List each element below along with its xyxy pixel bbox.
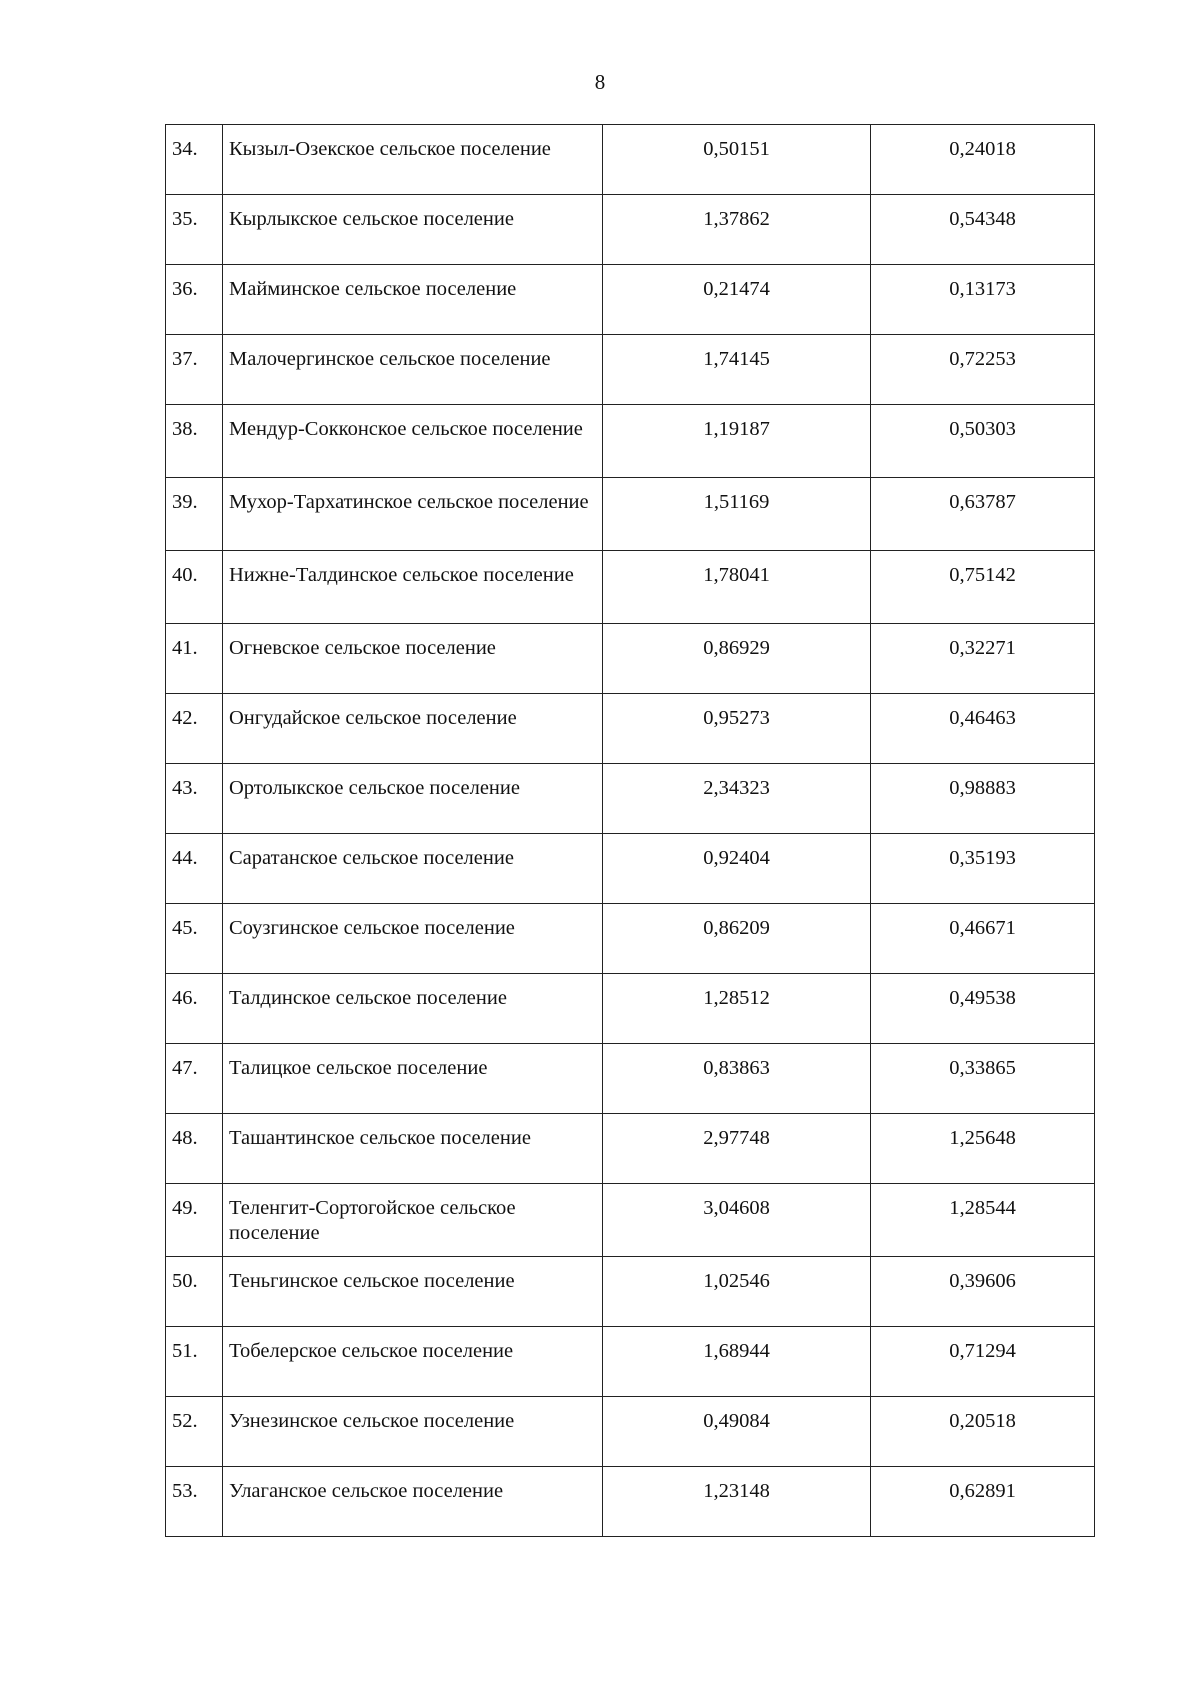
value-2: 0,49538 xyxy=(871,974,1095,1044)
table-row xyxy=(166,478,1095,551)
value-1: 1,19187 xyxy=(603,405,871,478)
table-row xyxy=(166,195,1095,265)
value-2: 0,75142 xyxy=(871,551,1095,624)
value-1: 0,86929 xyxy=(603,624,871,694)
row-number: 34. xyxy=(166,125,223,195)
value-1: 1,37862 xyxy=(603,195,871,265)
table-row xyxy=(166,764,1095,834)
value-2: 0,98883 xyxy=(871,764,1095,834)
value-1: 0,49084 xyxy=(603,1397,871,1467)
table-row xyxy=(166,904,1095,974)
value-1: 0,95273 xyxy=(603,694,871,764)
value-2: 0,33865 xyxy=(871,1044,1095,1114)
row-number: 41. xyxy=(166,624,223,694)
value-2: 1,25648 xyxy=(871,1114,1095,1184)
value-1: 1,78041 xyxy=(603,551,871,624)
settlement-name: Кызыл-Озекское сельское поселение xyxy=(223,125,603,195)
value-2: 0,62891 xyxy=(871,1467,1095,1537)
table-row xyxy=(166,405,1095,478)
settlement-name: Нижне-Талдинское сельское поселение xyxy=(223,551,603,624)
row-number: 52. xyxy=(166,1397,223,1467)
settlements-table xyxy=(165,124,1095,1537)
table-row xyxy=(166,1044,1095,1114)
value-2: 0,13173 xyxy=(871,265,1095,335)
table-row xyxy=(166,834,1095,904)
value-2: 0,63787 xyxy=(871,478,1095,551)
row-number: 50. xyxy=(166,1257,223,1327)
table-row xyxy=(166,1327,1095,1397)
row-number: 39. xyxy=(166,478,223,551)
value-2: 0,71294 xyxy=(871,1327,1095,1397)
value-2: 0,24018 xyxy=(871,125,1095,195)
table-row xyxy=(166,1467,1095,1537)
row-number: 48. xyxy=(166,1114,223,1184)
value-1: 2,97748 xyxy=(603,1114,871,1184)
value-1: 0,92404 xyxy=(603,834,871,904)
page-number: 8 xyxy=(594,70,606,94)
settlement-name: Кырлыкское сельское поселение xyxy=(223,195,603,265)
value-1: 0,21474 xyxy=(603,265,871,335)
settlement-name: Соузгинское сельское поселение xyxy=(223,904,603,974)
value-1: 1,74145 xyxy=(603,335,871,405)
table-row xyxy=(166,551,1095,624)
value-1: 3,04608 xyxy=(603,1184,871,1257)
row-number: 47. xyxy=(166,1044,223,1114)
row-number: 43. xyxy=(166,764,223,834)
settlement-name: Мендур-Сокконское сельское поселение xyxy=(223,405,603,478)
row-number: 37. xyxy=(166,335,223,405)
row-number: 44. xyxy=(166,834,223,904)
table-row xyxy=(166,1184,1095,1257)
settlement-name: Ортолыкское сельское поселение xyxy=(223,764,603,834)
value-1: 0,83863 xyxy=(603,1044,871,1114)
row-number: 49. xyxy=(166,1184,223,1257)
settlement-name: Улаганское сельское поселение xyxy=(223,1467,603,1537)
settlement-name: Онгудайское сельское поселение xyxy=(223,694,603,764)
value-2: 0,32271 xyxy=(871,624,1095,694)
value-2: 0,54348 xyxy=(871,195,1095,265)
table-row xyxy=(166,1257,1095,1327)
table-row xyxy=(166,265,1095,335)
row-number: 36. xyxy=(166,265,223,335)
settlement-name: Талицкое сельское поселение xyxy=(223,1044,603,1114)
table-row xyxy=(166,335,1095,405)
value-1: 1,51169 xyxy=(603,478,871,551)
value-1: 1,23148 xyxy=(603,1467,871,1537)
row-number: 46. xyxy=(166,974,223,1044)
value-2: 0,20518 xyxy=(871,1397,1095,1467)
settlement-name: Саратанское сельское поселение xyxy=(223,834,603,904)
value-2: 1,28544 xyxy=(871,1184,1095,1257)
row-number: 53. xyxy=(166,1467,223,1537)
value-1: 1,02546 xyxy=(603,1257,871,1327)
value-2: 0,35193 xyxy=(871,834,1095,904)
value-1: 0,86209 xyxy=(603,904,871,974)
value-2: 0,46463 xyxy=(871,694,1095,764)
settlement-name: Теленгит-Сортогойское сельское поселение xyxy=(223,1184,603,1257)
row-number: 35. xyxy=(166,195,223,265)
table-row xyxy=(166,1114,1095,1184)
value-2: 0,50303 xyxy=(871,405,1095,478)
table-row xyxy=(166,624,1095,694)
table-row xyxy=(166,694,1095,764)
settlement-name: Малочергинское сельское поселение xyxy=(223,335,603,405)
settlement-name: Ташантинское сельское поселение xyxy=(223,1114,603,1184)
value-2: 0,39606 xyxy=(871,1257,1095,1327)
settlement-name: Майминское сельское поселение xyxy=(223,265,603,335)
settlement-name: Талдинское сельское поселение xyxy=(223,974,603,1044)
row-number: 40. xyxy=(166,551,223,624)
settlement-name: Узнезинское сельское поселение xyxy=(223,1397,603,1467)
value-1: 0,50151 xyxy=(603,125,871,195)
settlement-name: Тобелерское сельское поселение xyxy=(223,1327,603,1397)
settlement-name: Мухор-Тархатинское сельское поселение xyxy=(223,478,603,551)
row-number: 51. xyxy=(166,1327,223,1397)
table-row xyxy=(166,974,1095,1044)
settlement-name: Огневское сельское поселение xyxy=(223,624,603,694)
settlement-name: Теньгинское сельское поселение xyxy=(223,1257,603,1327)
table-body xyxy=(166,125,1095,1537)
value-1: 1,68944 xyxy=(603,1327,871,1397)
value-1: 2,34323 xyxy=(603,764,871,834)
row-number: 38. xyxy=(166,405,223,478)
value-2: 0,72253 xyxy=(871,335,1095,405)
value-2: 0,46671 xyxy=(871,904,1095,974)
row-number: 45. xyxy=(166,904,223,974)
table-row xyxy=(166,125,1095,195)
row-number: 42. xyxy=(166,694,223,764)
table-row xyxy=(166,1397,1095,1467)
value-1: 1,28512 xyxy=(603,974,871,1044)
